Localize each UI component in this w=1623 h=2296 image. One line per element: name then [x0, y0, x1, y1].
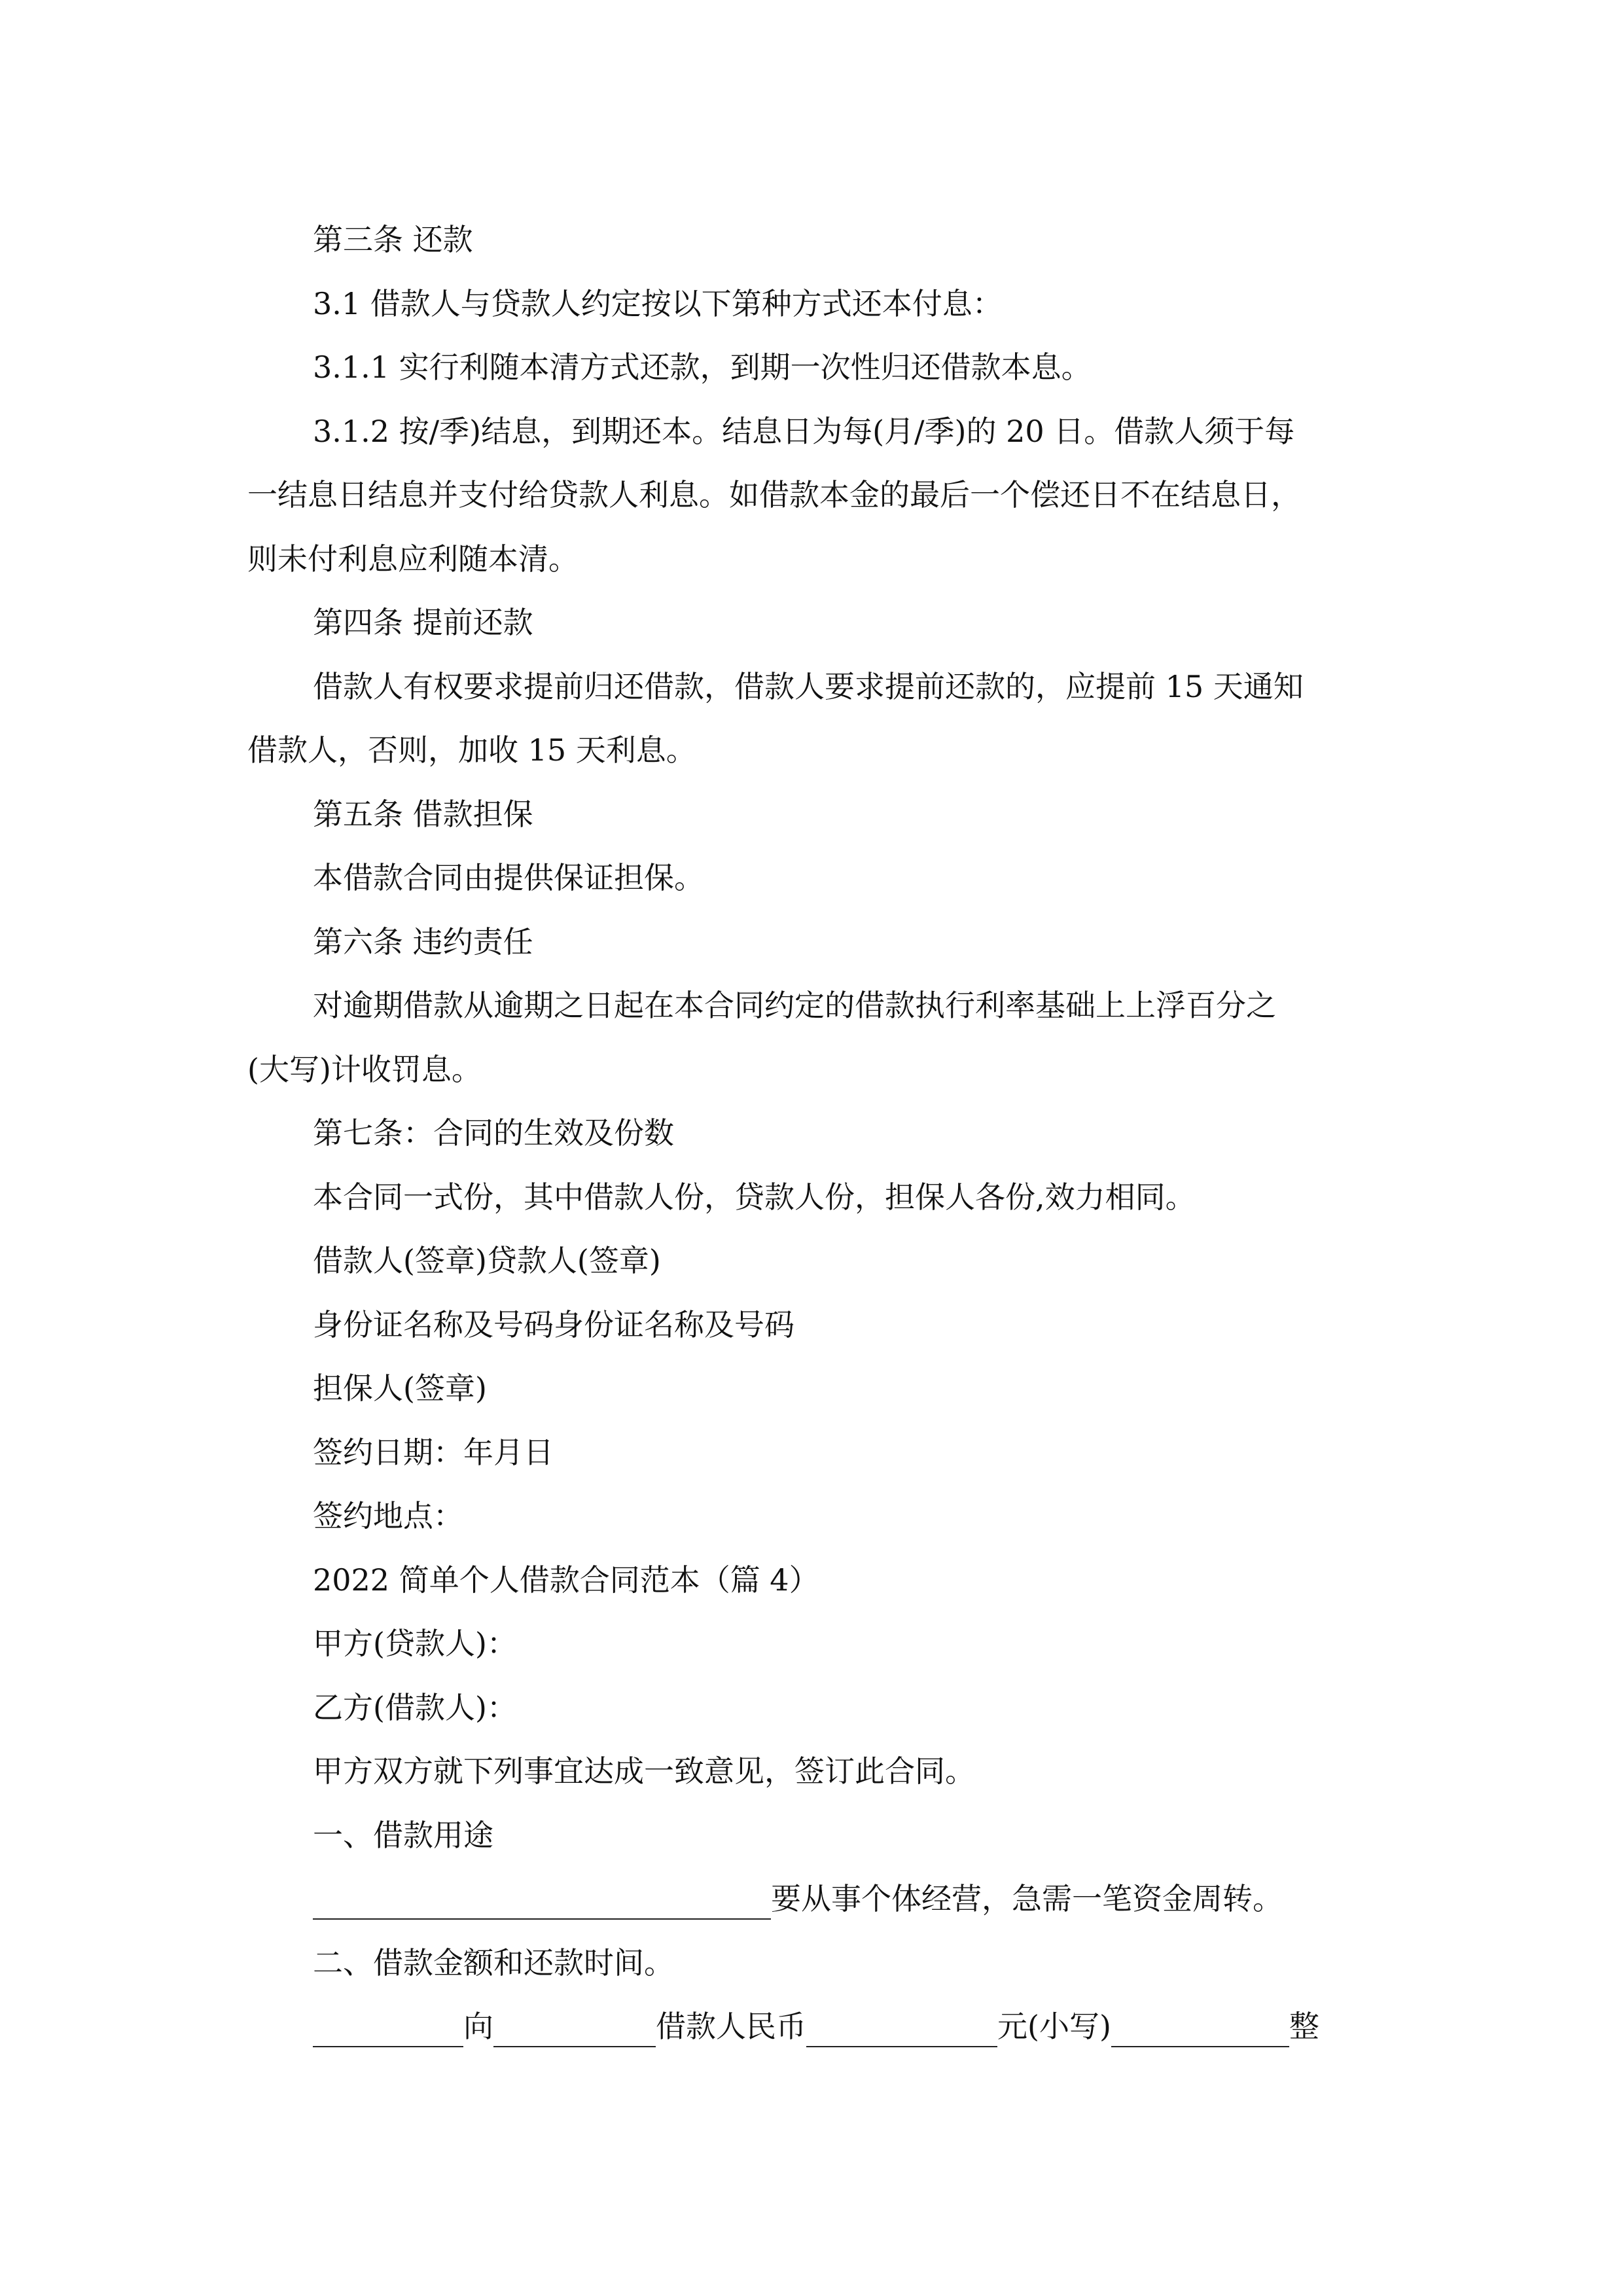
party-b: 乙方(借款人)： — [313, 1689, 517, 1725]
agreement-statement: 甲方双方就下列事宜达成一致意见，签订此合同。 — [313, 1753, 975, 1789]
lender-blank — [313, 2011, 463, 2047]
amount-seg-1: 向 — [463, 2009, 493, 2044]
amount-seg-4: 整 — [1289, 2009, 1319, 2044]
paragraph-4-line-2: 借款人，否则，加收 15 天利息。 — [247, 732, 696, 768]
amount-line — [247, 1995, 1386, 2059]
section-1-heading: 一、借款用途 — [313, 1817, 493, 1853]
signature-borrower-lender: 借款人(签章)贷款人(签章) — [313, 1243, 661, 1278]
borrower-blank — [493, 2011, 656, 2047]
paragraph-3-1-1: 3.1.1 实行利随本清方式还款，到期一次性归还借款本息。 — [313, 350, 1092, 385]
signing-place: 签约地点： — [313, 1498, 463, 1534]
purpose-line — [247, 1867, 1386, 1931]
article-5-heading: 第五条 借款担保 — [313, 796, 533, 832]
amount-words-blank — [806, 2011, 997, 2047]
article-3-heading: 第三条 还款 — [313, 222, 473, 257]
party-a: 甲方(贷款人)： — [313, 1626, 517, 1661]
amount-number-blank — [1111, 2011, 1289, 2047]
paragraph-7: 本合同一式份，其中借款人份，贷款人份，担保人各份,效力相同。 — [313, 1179, 1196, 1215]
paragraph-3-1-2-line-3: 则未付利息应利随本清。 — [247, 541, 579, 577]
signature-guarantor: 担保人(签章) — [313, 1371, 487, 1406]
paragraph-6-line-2: (大写)计收罚息。 — [247, 1051, 482, 1087]
amount-seg-3: 元(小写) — [997, 2009, 1111, 2044]
paragraph-3-1: 3.1 借款人与贷款人约定按以下第种方式还本付息： — [313, 285, 1003, 321]
paragraph-6-line-1: 对逾期借款从逾期之日起在本合同约定的借款执行利率基础上上浮百分之 — [313, 988, 1276, 1023]
purpose-blank — [313, 1883, 771, 1920]
contract-title-4: 2022 简单个人借款合同范本（篇 4） — [313, 1562, 819, 1598]
document-body — [247, 208, 1386, 2059]
paragraph-4-line-1: 借款人有权要求提前归还借款，借款人要求提前还款的，应提前 15 天通知 — [313, 668, 1304, 704]
section-2-heading: 二、借款金额和还款时间。 — [313, 1945, 674, 1981]
amount-seg-2: 借款人民币 — [656, 2009, 806, 2044]
paragraph-3-1-2-line-2: 一结息日结息并支付给贷款人利息。如借款本金的最后一个偿还日不在结息日， — [247, 477, 1301, 512]
paragraph-3-1-2-line-1: 3.1.2 按/季)结息，到期还本。结息日为每(月/季)的 20 日。借款人须于每 — [313, 413, 1295, 449]
article-7-heading: 第七条：合同的生效及份数 — [313, 1115, 674, 1151]
purpose-text: 要从事个体经营，急需一笔资金周转。 — [771, 1881, 1283, 1916]
article-6-heading: 第六条 违约责任 — [313, 924, 533, 960]
id-card-info: 身份证名称及号码身份证名称及号码 — [313, 1306, 794, 1342]
signing-date: 签约日期：年月日 — [313, 1434, 554, 1470]
article-4-heading: 第四条 提前还款 — [313, 605, 533, 640]
paragraph-5: 本借款合同由提供保证担保。 — [313, 860, 704, 895]
